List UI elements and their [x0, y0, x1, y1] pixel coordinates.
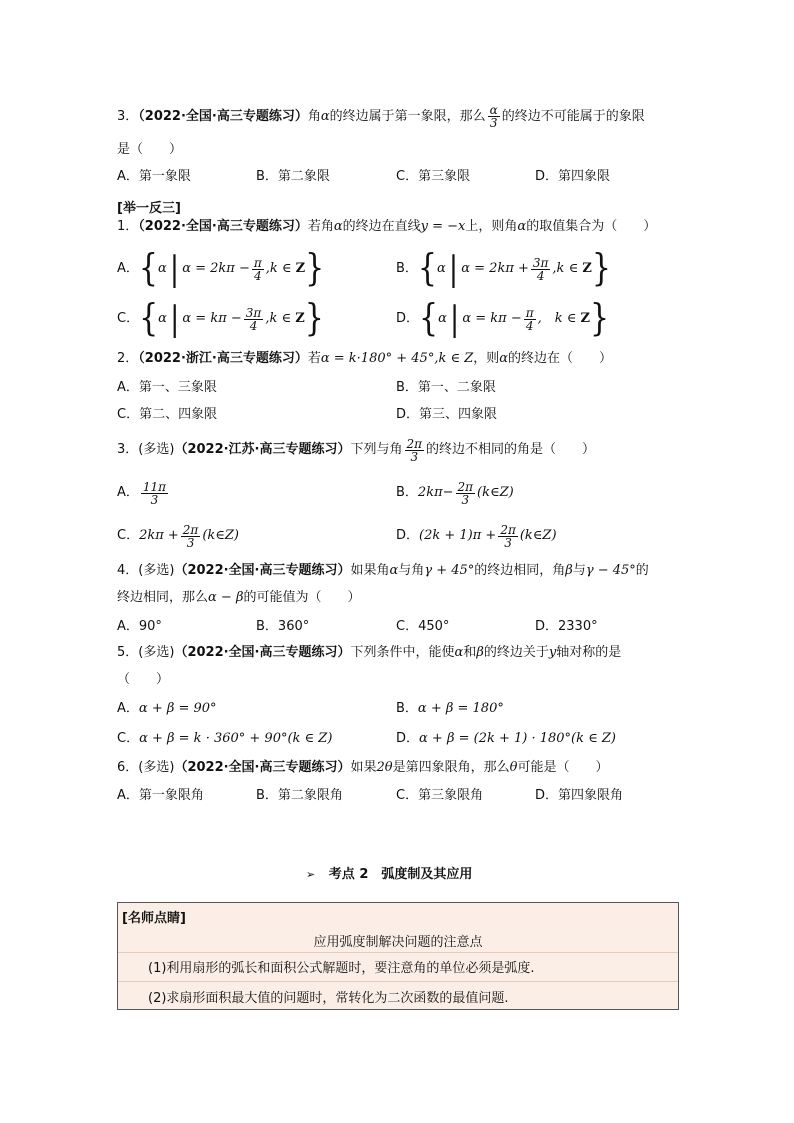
q6-option-c[interactable]: C．第三象限角 — [396, 788, 484, 803]
q5-option-c[interactable]: C．α + β = k · 360° + 90°(k ∈ Z) — [117, 731, 333, 746]
q1-option-b[interactable]: B． { α | α = 2kπ + $\frac{3\pi}{4}$ ,k ∈ Z } — [396, 246, 611, 291]
kaodian-heading: ➢ 考点 2 弧度制及其应用 — [306, 867, 473, 882]
q3-prev-option-b[interactable]: B．第二象限 — [256, 169, 330, 184]
q6-option-a[interactable]: A．第一象限角 — [117, 788, 204, 803]
tip-title: 应用弧度制解决问题的注意点 — [313, 935, 483, 950]
teacher-tip-box — [117, 902, 679, 1010]
tip-point-1: (1)利用扇形的弧长和面积公式解题时，要注意角的单位必须是弧度. — [148, 961, 535, 976]
q2-option-d[interactable]: D．第三、四象限 — [396, 407, 498, 422]
q1-option-c[interactable]: C． { α | α = kπ − $\frac{3\pi}{4}$ ,k ∈ Z } — [117, 296, 324, 341]
q5-option-d[interactable]: D．α + β = (2k + 1) · 180°(k ∈ Z) — [396, 731, 616, 746]
q3-prev-option-a[interactable]: A．第一象限 — [117, 169, 191, 184]
q2-stem: 2．（2022·浙江·高三专题练习）若α = k·180° + 45°,k ∈ Z，则α的终边在（ ） — [117, 351, 613, 366]
arrow-bullet-icon: ➢ — [306, 868, 316, 881]
q4-stem-line2: 终边相同，那么α − β的可能值为（ ） — [117, 590, 361, 605]
q4-option-a[interactable]: A．90° — [117, 619, 162, 634]
q1-option-a[interactable]: A． { α | α = 2kπ − $\frac{\pi}{4}$ ,k ∈ Z } — [117, 246, 325, 291]
q2-option-a[interactable]: A．第一、三象限 — [117, 380, 217, 395]
section-title: [举一反三] — [117, 201, 181, 216]
q3-option-b[interactable]: B． 2kπ− $\frac{2\pi}{3}$ (k∈Z) — [396, 479, 514, 507]
q3-prev-option-c[interactable]: C．第三象限 — [396, 169, 471, 184]
q3-prev-stem-line2: 是（ ） — [117, 142, 183, 157]
q3-option-d[interactable]: D． (2k + 1)π + $\frac{2\pi}{3}$ (k∈Z) — [396, 522, 557, 550]
q3-option-a[interactable]: A． $\frac{11\pi}{3}$ — [117, 479, 167, 507]
tip-header: [名师点睛] — [122, 911, 186, 926]
tip-divider — [118, 981, 678, 982]
q5-option-a[interactable]: A．α + β = 90° — [117, 701, 217, 716]
q5-option-b[interactable]: B．α + β = 180° — [396, 701, 504, 716]
q4-option-c[interactable]: C．450° — [396, 619, 450, 634]
q3-prev-option-d[interactable]: D．第四象限 — [535, 169, 611, 184]
q5-stem-line2: （ ） — [117, 672, 170, 687]
q3-option-c[interactable]: C． 2kπ + $\frac{2\pi}{3}$ (k∈Z) — [117, 522, 240, 550]
q6-stem: 6．(多选)（2022·全国·高三专题练习）如果2θ是第四象限角，那么θ可能是（ ） — [117, 760, 609, 775]
tip-divider — [118, 952, 678, 953]
q5-stem: 5．(多选)（2022·全国·高三专题练习）下列条件中，能使α和β的终边关于y轴对称的是 — [117, 645, 622, 660]
q6-option-b[interactable]: B．第二象限角 — [256, 788, 343, 803]
q1-stem: 1．（2022·全国·高三专题练习）若角α的终边在直线y = −x上，则角α的取值集合为（ ） — [117, 219, 657, 234]
tip-point-2: (2)求扇形面积最大值的问题时，常转化为二次函数的最值问题. — [148, 991, 509, 1006]
q2-option-b[interactable]: B．第一、二象限 — [396, 380, 496, 395]
q4-option-b[interactable]: B．360° — [256, 619, 310, 634]
q4-stem: 4．(多选)（2022·全国·高三专题练习）如果角α与角γ + 45°的终边相同，角β与γ − 45°的 — [117, 563, 649, 578]
q3-stem: 3． (多选) （2022·江苏·高三专题练习） 下列与角 $\frac{2\pi}{3}$ 的终边不相同的角是（ ） — [117, 436, 596, 464]
q1-option-d[interactable]: D． { α | α = kπ − $\frac{\pi}{4}$ , k ∈ Z } — [396, 296, 610, 341]
q4-option-d[interactable]: D．2330° — [535, 619, 598, 634]
fraction: $\frac{\alpha}{3}$ — [489, 103, 498, 130]
q2-option-c[interactable]: C．第二、四象限 — [117, 407, 218, 422]
q6-option-d[interactable]: D．第四象限角 — [535, 788, 624, 803]
q3-prev-stem: 3．（2022·全国·高三专题练习）角α的终边属于第一象限，那么 $\frac{\alpha}{3}$ 的终边不可能属于的象限 — [117, 103, 645, 130]
